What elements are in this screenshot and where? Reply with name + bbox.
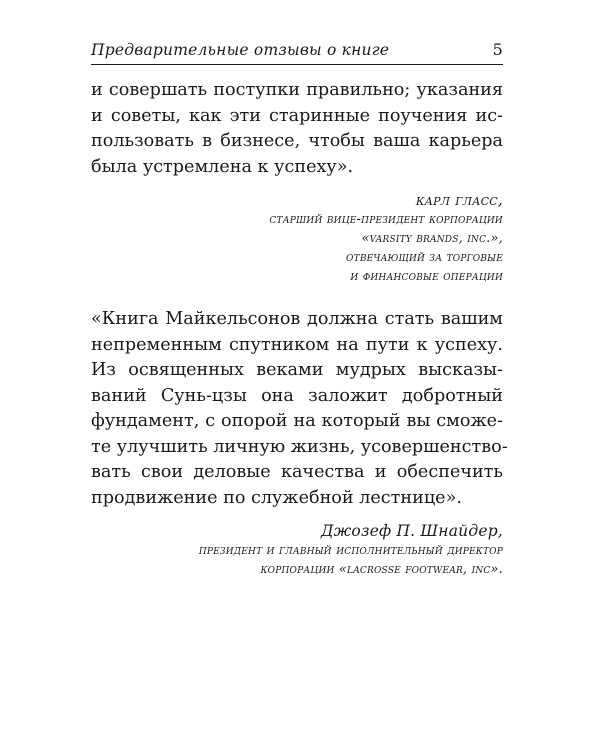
text-line: «Книга Майкельсонов должна стать вашим — [91, 309, 503, 329]
text-line: была устремлена к успеху». — [91, 156, 354, 177]
author-position-line: старший вице-президент корпорации — [269, 212, 503, 227]
running-title: Предварительные отзывы о книге — [91, 41, 390, 59]
text-line: вать свои деловые качества и обеспечить — [91, 462, 503, 482]
text-line: те улучшить личную жизнь, усовершенство- — [91, 436, 508, 457]
quote-paragraph-2 — [91, 307, 508, 511]
author-name: Джозеф П. Шнайдер, — [320, 522, 503, 540]
text-line: пользовать в бизнесе, чтобы ваша карьера — [91, 131, 503, 151]
author-position-line: отвечающий за торговые — [346, 250, 503, 265]
text-line: Из освященных веками мудрых высказы- — [91, 360, 503, 380]
author-position-line: «varsity brands, inc.», — [361, 231, 503, 246]
text-line: фундамент, с опорой на который вы сможе- — [91, 411, 503, 431]
text-line: непременным спутником на пути к успеху. — [91, 334, 503, 355]
text-line: продвижение по служебной лестнице». — [91, 487, 462, 508]
quote-attribution-2 — [91, 521, 503, 579]
author-name: карл гласс, — [415, 191, 503, 209]
text-line: и советы, как эти старинные поучения ис- — [91, 105, 503, 126]
text-line: ваний Сунь-цзы она заложит добротный — [91, 385, 503, 406]
author-position-line: президент и главный исполнительный директор — [198, 543, 503, 558]
page-number: 5 — [492, 40, 503, 59]
quote-paragraph-1 — [91, 78, 503, 180]
book-page — [91, 40, 508, 579]
quote-attribution-1 — [91, 190, 503, 286]
text-line: и совершать поступки правильно; указания — [91, 80, 503, 100]
author-position-line: и финансовые операции — [350, 269, 503, 284]
running-header — [91, 40, 503, 65]
author-position-line: корпорации «lacrosse footwear, inc». — [260, 562, 503, 577]
